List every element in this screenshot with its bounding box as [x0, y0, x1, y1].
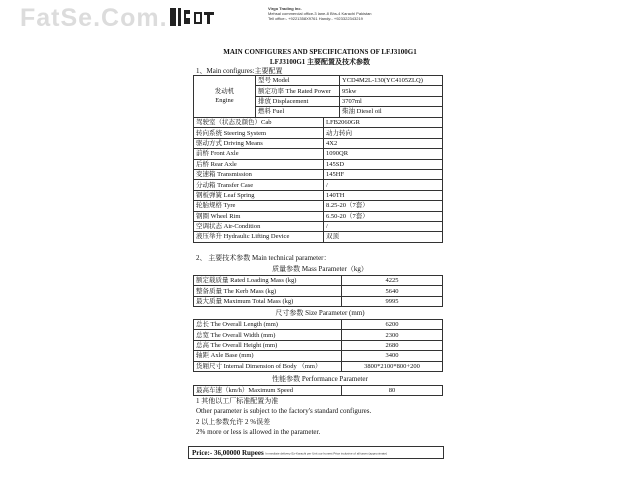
row-key: 额定载质量 Rated Loading Mass (kg)	[194, 276, 342, 286]
table-row	[194, 276, 443, 286]
engine-value: 柴油 Diesel oil	[340, 107, 443, 117]
company-contact: Tell office:- +9221358X9761 Handy:- +923322343219	[268, 16, 363, 21]
engine-label-cn: 发动机	[214, 88, 235, 96]
row-key: 液压举升 Hydraulic Lifting Device	[194, 232, 324, 242]
row-key: 前桥 Front Axle	[194, 149, 324, 159]
document-title: MAIN CONFIGURES AND SPECIFICATIONS OF LFJ3100G1	[223, 48, 417, 56]
row-value: 1090QR	[324, 149, 443, 159]
row-key: 轴距 Axle Base (mm)	[194, 351, 342, 361]
row-value: 2300	[342, 330, 443, 340]
row-value: 145SD	[324, 159, 443, 169]
row-key: 分动箱 Transfer Case	[194, 180, 324, 190]
row-value: 9995	[342, 296, 443, 306]
row-value: 140TH	[324, 190, 443, 200]
row-key: 驾驶室（状态及颜色）Cab	[194, 118, 324, 128]
table-row	[194, 232, 443, 242]
section-1-label: 1、Main configures:主要配置	[196, 67, 283, 75]
table-row	[194, 138, 443, 148]
row-key: 钢圈 Wheel Rim	[194, 211, 324, 221]
row-value: 双顶	[324, 232, 443, 242]
row-value: 6200	[342, 320, 443, 330]
main-config-table	[193, 75, 443, 118]
row-value: 145HF	[324, 169, 443, 179]
engine-value: 95kw	[340, 86, 443, 96]
table-row	[194, 159, 443, 169]
company-address: Mehsal commercial office-3 lane-8 Bhs-4 Karachi Pakistan	[268, 11, 372, 16]
row-value: 2680	[342, 340, 443, 350]
company-header	[268, 6, 372, 21]
table-row	[194, 76, 443, 86]
config-table	[193, 117, 443, 243]
row-key: 总长 The Overall Length (mm)	[194, 320, 342, 330]
price-note: Immediate delivery Ex-Karachi per Unit our honest Price inclusive of all taxes (approximate)	[265, 451, 388, 456]
table-row	[194, 286, 443, 296]
table-row	[194, 118, 443, 128]
row-value: 5640	[342, 286, 443, 296]
table-row	[194, 190, 443, 200]
row-key: 最高车速（km/h）Maximum Speed	[194, 386, 342, 396]
engine-key: 排放 Displacement	[256, 96, 340, 106]
table-row	[194, 221, 443, 231]
table-row	[194, 128, 443, 138]
row-key: 转向系统 Steering System	[194, 128, 324, 138]
row-key: 轮胎规格 Tyre	[194, 201, 324, 211]
mass-parameter-header: 质量参数 Mass Parameter（kg）	[272, 265, 368, 273]
row-key: 变速箱 Transmission	[194, 169, 324, 179]
table-row	[194, 351, 443, 361]
row-key: 总高 The Overall Height (mm)	[194, 340, 342, 350]
table-row	[194, 201, 443, 211]
row-key: 总宽 The Overall Width (mm)	[194, 330, 342, 340]
document-subtitle: LFJ3100G1 主要配置及技术参数	[269, 58, 371, 66]
engine-key: 型号 Model	[256, 76, 340, 86]
row-value: /	[324, 180, 443, 190]
row-value: /	[324, 221, 443, 231]
performance-table	[193, 385, 443, 396]
company-name: Virgo Trading Inc.	[268, 6, 302, 11]
engine-key: 额定功率 The Rated Power	[256, 86, 340, 96]
price-box	[188, 446, 444, 459]
size-parameter-header: 尺寸参数 Size Parameter (mm)	[275, 309, 365, 317]
row-value: 3800*2100*800+200	[342, 361, 443, 371]
section-2-label: 2、 主要技术参数 Main technical parameter：	[196, 254, 331, 262]
mass-table	[193, 275, 443, 307]
engine-label-cell	[194, 76, 256, 118]
table-row	[194, 180, 443, 190]
table-row	[194, 330, 443, 340]
row-value: 4225	[342, 276, 443, 286]
engine-value: 3707ml	[340, 96, 443, 106]
row-value: 3400	[342, 351, 443, 361]
table-row	[194, 211, 443, 221]
row-key: 货厢尺寸 Internal Dimension of Body （mm）	[194, 361, 342, 371]
table-row	[194, 386, 443, 396]
note-3: 2 以上参数允许 2 %误差	[196, 418, 271, 426]
table-row	[194, 320, 443, 330]
engine-label-en: Engine	[215, 97, 234, 105]
table-row	[194, 340, 443, 350]
company-logo-icon	[168, 6, 216, 28]
price-label: Price:- 36,00000 Rupees	[192, 449, 264, 457]
row-value: 动力转向	[324, 128, 443, 138]
note-2: Other parameter is subject to the factory's standard configures.	[196, 407, 372, 415]
row-value: 8.25-20（7套）	[324, 201, 443, 211]
row-key: 整备质量 The Kerb Mass (kg)	[194, 286, 342, 296]
row-key: 钢板弹簧 Leaf Spring	[194, 190, 324, 200]
size-table	[193, 319, 443, 372]
engine-key: 燃料 Fuel	[256, 107, 340, 117]
performance-parameter-header: 性能参数 Performance Parameter	[272, 375, 368, 383]
engine-value: YCD4M2L-130(YC4105ZLQ)	[340, 76, 443, 86]
row-value: 80	[342, 386, 443, 396]
row-value: 6.50-20（7套）	[324, 211, 443, 221]
note-1: 1 其他以工厂标准配置为准	[196, 397, 279, 405]
note-4: 2% more or less is allowed in the parameter.	[196, 428, 321, 436]
row-key: 最大质量 Maximum Total Mass (kg)	[194, 296, 342, 306]
row-value: LFB2060GR	[324, 118, 443, 128]
row-key: 后桥 Rear Axle	[194, 159, 324, 169]
table-row	[194, 296, 443, 306]
table-row	[194, 361, 443, 371]
row-value: 4X2	[324, 138, 443, 148]
row-key: 空调状态 Air-Condition	[194, 221, 324, 231]
row-key: 驱动方式 Driving Means	[194, 138, 324, 148]
table-row	[194, 169, 443, 179]
site-watermark: FatSe.Com.	[20, 4, 168, 32]
table-row	[194, 149, 443, 159]
